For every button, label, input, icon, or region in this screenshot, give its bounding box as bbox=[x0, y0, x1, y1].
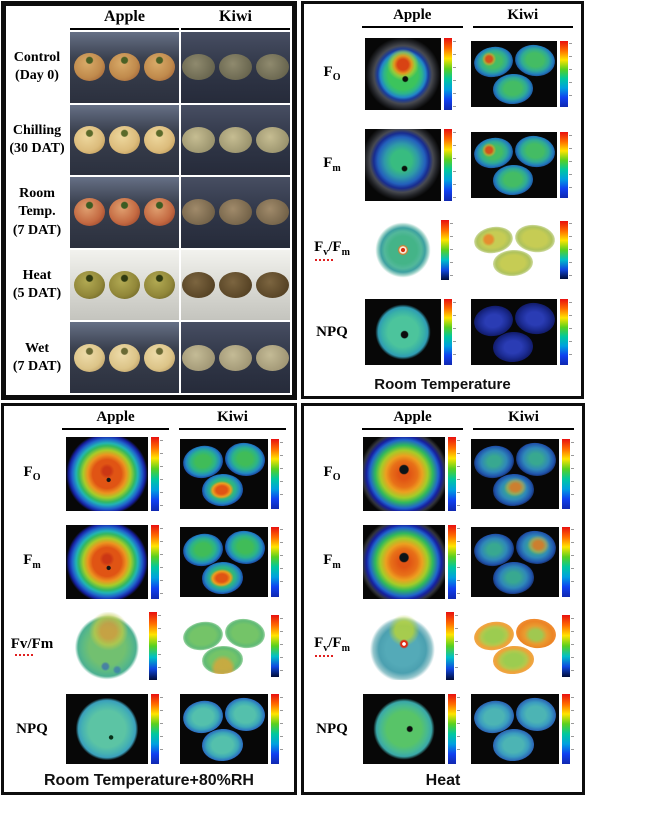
spellcheck-underline bbox=[315, 259, 335, 261]
colorbar bbox=[441, 220, 449, 280]
photo-kiwi-room-temp bbox=[181, 177, 290, 248]
kiwi-blob bbox=[492, 645, 535, 676]
fluorescence-panel-heat bbox=[301, 403, 585, 795]
kiwi-blob bbox=[492, 72, 534, 104]
apple-blob bbox=[365, 612, 443, 680]
apple-fluorescence-image bbox=[365, 129, 441, 201]
kiwi-blob bbox=[201, 728, 244, 762]
fluoro-row-fo bbox=[7, 430, 291, 518]
colorbar bbox=[149, 612, 157, 680]
parameter-label-fo: $F_O$ bbox=[323, 64, 341, 84]
fluoro-row-fo bbox=[307, 28, 578, 119]
fluoro-row-npq bbox=[307, 290, 578, 375]
photo-grid bbox=[6, 6, 292, 395]
apple-fluorescence-cell bbox=[357, 129, 468, 201]
label-line: Heat bbox=[22, 267, 52, 283]
kiwi-blob bbox=[201, 472, 244, 506]
apple-fluorescence-image bbox=[365, 38, 441, 110]
colorbar bbox=[151, 437, 159, 511]
kiwi-fluorescence-image bbox=[180, 615, 268, 677]
kiwi-photo bbox=[256, 54, 289, 80]
panel-header bbox=[307, 408, 579, 430]
colorbar bbox=[448, 437, 456, 511]
fluoro-row-fm bbox=[307, 518, 579, 606]
apple-fluorescence-image bbox=[365, 612, 443, 680]
colorbar bbox=[444, 38, 452, 110]
panel-header bbox=[7, 408, 291, 430]
apple-photo bbox=[74, 53, 105, 81]
kiwi-blob bbox=[492, 164, 534, 196]
apple-fluorescence-image bbox=[363, 437, 445, 511]
colorbar bbox=[151, 525, 159, 599]
column-header-kiwi: Kiwi bbox=[181, 6, 290, 30]
apple-blob bbox=[363, 525, 445, 599]
colorbar bbox=[271, 694, 279, 764]
label-line: (7 DAT) bbox=[12, 222, 62, 238]
kiwi-blob bbox=[223, 440, 267, 478]
apple-fluorescence-cell bbox=[57, 612, 174, 680]
kiwi-blob bbox=[492, 249, 534, 278]
colorbar bbox=[562, 694, 570, 764]
kiwi-photo bbox=[182, 54, 215, 80]
apple-photo bbox=[144, 344, 175, 372]
kiwi-blob bbox=[492, 560, 535, 594]
header-spacer bbox=[307, 6, 357, 28]
parameter-label-fvfm: Fv/Fm bbox=[7, 636, 57, 656]
apple-photo bbox=[144, 126, 175, 154]
treatment-label-heat bbox=[6, 250, 68, 321]
parameter-label-npq: NPQ bbox=[316, 720, 348, 737]
colorbar bbox=[562, 615, 570, 677]
kiwi-blob bbox=[514, 440, 558, 478]
label-line: Room bbox=[19, 186, 55, 202]
photo-kiwi-heat bbox=[181, 250, 290, 321]
kiwi-fluorescence-image bbox=[471, 221, 557, 279]
kiwi-fluorescence-image bbox=[180, 439, 268, 509]
kiwi-photo bbox=[182, 345, 215, 371]
colorbar bbox=[271, 615, 279, 677]
kiwi-fluorescence-cell bbox=[468, 132, 579, 198]
kiwi-photo bbox=[256, 199, 289, 225]
apple-blob bbox=[365, 38, 441, 110]
apple-photo bbox=[74, 126, 105, 154]
header-spacer bbox=[6, 6, 68, 30]
fluoro-row-fm bbox=[307, 119, 578, 210]
apple-blob bbox=[365, 129, 441, 201]
panel-caption: Heat bbox=[425, 772, 461, 789]
panel-caption: Room Temperature+80%RH bbox=[44, 772, 254, 789]
column-header-apple: Apple bbox=[62, 408, 169, 430]
colorbar bbox=[560, 132, 568, 198]
kiwi-fluorescence-image bbox=[471, 299, 557, 365]
colorbar bbox=[560, 41, 568, 107]
colorbar bbox=[562, 527, 570, 597]
treatment-label-wet bbox=[6, 322, 68, 393]
apple-photo bbox=[109, 198, 140, 226]
kiwi-fluorescence-cell bbox=[174, 694, 291, 764]
parameter-label-fo: $F_O$ bbox=[23, 464, 41, 484]
apple-fluorescence-cell bbox=[57, 437, 174, 511]
parameter-label-fo: $F_O$ bbox=[323, 464, 341, 484]
colorbar bbox=[560, 221, 568, 279]
apple-blob bbox=[66, 437, 148, 511]
label-line: Temp. bbox=[18, 204, 56, 220]
label-line: (5 DAT) bbox=[12, 286, 62, 302]
kiwi-fluorescence-cell bbox=[468, 221, 579, 279]
apple-fluorescence-image bbox=[368, 220, 438, 280]
apple-blob bbox=[365, 299, 441, 365]
apple-fluorescence-cell bbox=[57, 694, 174, 764]
kiwi-fluorescence-image bbox=[471, 41, 557, 107]
kiwi-photo bbox=[219, 54, 252, 80]
column-header-apple: Apple bbox=[362, 6, 463, 28]
kiwi-blob bbox=[514, 301, 557, 337]
kiwi-fluorescence-cell bbox=[174, 615, 291, 677]
kiwi-fluorescence-image bbox=[471, 527, 559, 597]
fluoro-row-fvfm bbox=[307, 211, 578, 290]
apple-photo bbox=[144, 271, 175, 299]
kiwi-photo bbox=[219, 127, 252, 153]
panel-caption: Room Temperature bbox=[374, 376, 511, 393]
label-line: (30 DAT) bbox=[9, 140, 65, 156]
fluoro-row-fm bbox=[7, 518, 291, 606]
fluoro-row-fvfm bbox=[7, 606, 291, 688]
kiwi-blob bbox=[492, 728, 535, 762]
label-line: (Day 0) bbox=[15, 68, 59, 84]
kiwi-blob bbox=[514, 42, 557, 78]
kiwi-fluorescence-cell bbox=[468, 439, 579, 509]
kiwi-fluorescence-cell bbox=[468, 694, 579, 764]
kiwi-blob bbox=[514, 696, 558, 734]
kiwi-fluorescence-cell bbox=[468, 527, 579, 597]
photo-kiwi-wet bbox=[181, 322, 290, 393]
apple-photo bbox=[144, 53, 175, 81]
apple-fluorescence-image bbox=[363, 525, 445, 599]
apple-photo bbox=[109, 271, 140, 299]
apple-fluorescence-image bbox=[66, 694, 148, 764]
kiwi-fluorescence-cell bbox=[468, 41, 579, 107]
parameter-label-fm: $F_m$ bbox=[323, 552, 341, 572]
apple-fluorescence-cell bbox=[357, 38, 468, 110]
column-header-apple: Apple bbox=[362, 408, 463, 430]
label-line: Chilling bbox=[12, 122, 62, 138]
kiwi-photo bbox=[182, 127, 215, 153]
kiwi-fluorescence-cell bbox=[468, 615, 579, 677]
kiwi-blob bbox=[201, 560, 244, 594]
kiwi-fluorescence-image bbox=[471, 132, 557, 198]
fluoro-row-fo bbox=[307, 430, 579, 518]
apple-fluorescence-cell bbox=[357, 437, 468, 511]
kiwi-photo bbox=[219, 199, 252, 225]
parameter-label-npq: NPQ bbox=[316, 323, 348, 340]
kiwi-fluorescence-cell bbox=[174, 439, 291, 509]
column-header-apple: Apple bbox=[70, 6, 179, 30]
kiwi-fluorescence-image bbox=[180, 527, 268, 597]
kiwi-fluorescence-cell bbox=[468, 299, 579, 365]
column-header-kiwi: Kiwi bbox=[473, 6, 574, 28]
parameter-label-fvfm: $F_v/F_m$ bbox=[307, 239, 357, 261]
fluorescence-panel-room-temperature-80rh bbox=[1, 403, 297, 795]
kiwi-photo bbox=[256, 345, 289, 371]
treatment-label-chilling bbox=[6, 105, 68, 176]
kiwi-photo bbox=[256, 127, 289, 153]
kiwi-blob bbox=[514, 133, 557, 169]
apple-fluorescence-image bbox=[66, 437, 148, 511]
kiwi-photo bbox=[219, 272, 252, 298]
header-spacer bbox=[307, 408, 357, 430]
photo-kiwi-chilling bbox=[181, 105, 290, 176]
photo-apple-room-temp bbox=[70, 177, 179, 248]
apple-fluorescence-cell bbox=[357, 694, 468, 764]
kiwi-photo bbox=[182, 272, 215, 298]
apple-photo bbox=[109, 344, 140, 372]
apple-fluorescence-cell bbox=[357, 612, 468, 680]
colorbar bbox=[444, 299, 452, 365]
apple-blob bbox=[363, 437, 445, 511]
apple-fluorescence-cell bbox=[357, 299, 468, 365]
apple-photo bbox=[74, 344, 105, 372]
apple-photo bbox=[144, 198, 175, 226]
parameter-label-fvfm: $F_v/F_m$ bbox=[307, 635, 357, 657]
colorbar bbox=[562, 439, 570, 509]
apple-blob bbox=[66, 525, 148, 599]
apple-photo bbox=[109, 126, 140, 154]
colorbar bbox=[560, 299, 568, 365]
treatment-label-room-temp bbox=[6, 177, 68, 248]
apple-photo bbox=[74, 198, 105, 226]
fluorescence-panel-room-temperature bbox=[301, 1, 584, 399]
apple-fluorescence-cell bbox=[357, 220, 468, 280]
colorbar bbox=[151, 694, 159, 764]
apple-fluorescence-cell bbox=[357, 525, 468, 599]
spellcheck-underline bbox=[15, 654, 35, 656]
kiwi-blob bbox=[223, 696, 267, 734]
fluoro-row-fvfm bbox=[307, 606, 579, 688]
apple-blob bbox=[66, 694, 148, 764]
kiwi-blob bbox=[492, 472, 535, 506]
apple-photo bbox=[74, 271, 105, 299]
kiwi-blob bbox=[514, 528, 558, 566]
column-header-kiwi: Kiwi bbox=[473, 408, 574, 430]
photo-apple-wet bbox=[70, 322, 179, 393]
colorbar bbox=[271, 439, 279, 509]
apple-fluorescence-cell bbox=[57, 525, 174, 599]
kiwi-fluorescence-cell bbox=[174, 527, 291, 597]
label-line: Control bbox=[13, 50, 61, 66]
kiwi-fluorescence-image bbox=[471, 694, 559, 764]
spellcheck-underline bbox=[315, 655, 335, 657]
colorbar bbox=[448, 525, 456, 599]
photo-apple-control bbox=[70, 32, 179, 103]
apple-fluorescence-image bbox=[365, 299, 441, 365]
photo-kiwi-control bbox=[181, 32, 290, 103]
apple-fluorescence-image bbox=[68, 612, 146, 680]
kiwi-photo bbox=[219, 345, 252, 371]
parameter-label-fm: $F_m$ bbox=[23, 552, 41, 572]
apple-blob bbox=[68, 612, 146, 680]
header-spacer bbox=[7, 408, 57, 430]
fluoro-row-npq bbox=[7, 687, 291, 771]
colorbar bbox=[448, 694, 456, 764]
parameter-label-fm: $F_m$ bbox=[323, 155, 341, 175]
panel-header bbox=[307, 6, 578, 28]
kiwi-blob bbox=[201, 645, 244, 676]
photo-apple-chilling bbox=[70, 105, 179, 176]
apple-blob bbox=[368, 220, 438, 280]
colorbar bbox=[271, 527, 279, 597]
kiwi-fluorescence-image bbox=[471, 615, 559, 677]
treatment-photo-panel bbox=[1, 1, 297, 400]
apple-fluorescence-image bbox=[363, 694, 445, 764]
label-line: (7 DAT) bbox=[12, 358, 62, 374]
kiwi-blob bbox=[223, 528, 267, 566]
treatment-label-control bbox=[6, 32, 68, 103]
colorbar bbox=[444, 129, 452, 201]
label-line: Wet bbox=[24, 340, 50, 356]
kiwi-photo bbox=[256, 272, 289, 298]
apple-blob bbox=[363, 694, 445, 764]
parameter-label-npq: NPQ bbox=[16, 720, 48, 737]
apple-fluorescence-image bbox=[66, 525, 148, 599]
kiwi-fluorescence-image bbox=[471, 439, 559, 509]
column-header-kiwi: Kiwi bbox=[179, 408, 286, 430]
kiwi-photo bbox=[182, 199, 215, 225]
kiwi-fluorescence-image bbox=[180, 694, 268, 764]
apple-photo bbox=[109, 53, 140, 81]
kiwi-blob bbox=[492, 331, 534, 363]
photo-apple-heat bbox=[70, 250, 179, 321]
fluoro-row-npq bbox=[307, 687, 579, 771]
colorbar bbox=[446, 612, 454, 680]
